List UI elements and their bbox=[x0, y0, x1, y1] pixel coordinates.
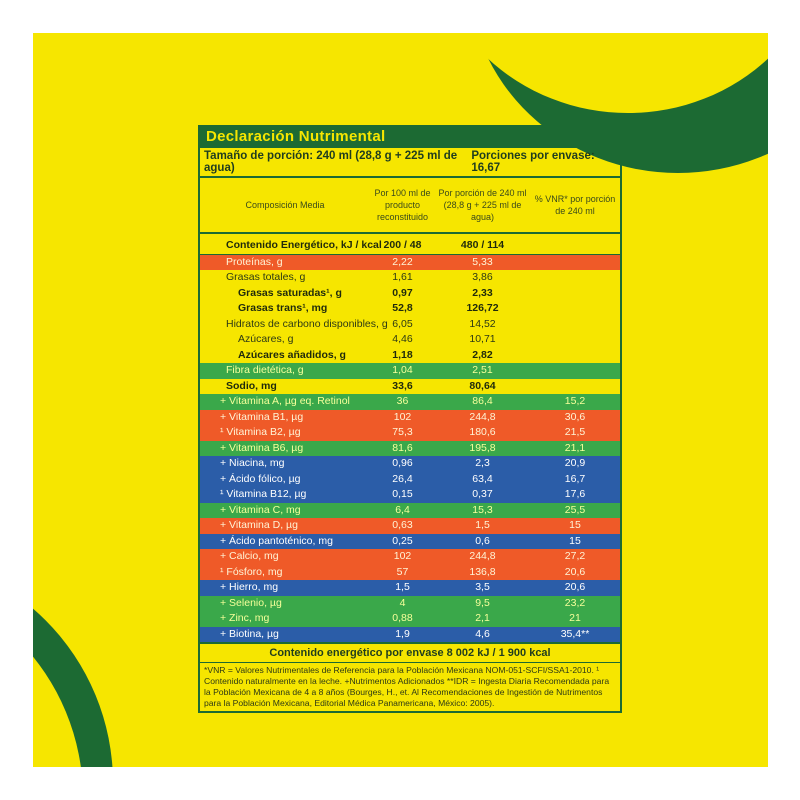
value-vnr bbox=[530, 379, 620, 395]
value-vnr bbox=[530, 270, 620, 286]
value-per-100ml: 102 bbox=[393, 410, 412, 423]
value-per-100ml: 1,18 bbox=[392, 348, 413, 361]
table-row bbox=[200, 348, 620, 364]
nutrition-table bbox=[198, 148, 622, 713]
value-vnr bbox=[530, 301, 620, 317]
value-per-portion: 480 / 114 bbox=[460, 239, 505, 251]
value-per-100ml: 4,46 bbox=[392, 333, 413, 345]
table-row bbox=[200, 286, 620, 302]
value-per-portion: 2,1 bbox=[475, 612, 490, 624]
nutrient-label: + Hierro, mg bbox=[220, 581, 279, 593]
nutrient-label: + Zinc, mg bbox=[220, 612, 270, 624]
serving-info bbox=[200, 148, 620, 178]
value-per-100ml: 1,61 bbox=[392, 271, 413, 283]
nutrient-label: + Calcio, mg bbox=[220, 550, 279, 562]
value-vnr bbox=[530, 317, 620, 333]
table-row bbox=[200, 441, 620, 457]
value-vnr: 21 bbox=[569, 612, 581, 624]
value-vnr: 16,7 bbox=[564, 472, 586, 485]
value-per-100ml: 36 bbox=[396, 395, 409, 407]
value-per-portion: 10,71 bbox=[469, 333, 496, 345]
nutrient-label: ¹ Vitamina B12, µg bbox=[220, 488, 307, 500]
nutrition-panel bbox=[198, 125, 622, 713]
table-row bbox=[200, 549, 620, 565]
nutrient-label: Azúcares añadidos, g bbox=[238, 348, 346, 361]
table-header bbox=[200, 178, 620, 234]
value-per-100ml: 1,04 bbox=[392, 364, 413, 376]
table-row bbox=[200, 363, 620, 379]
value-per-100ml: 200 / 48 bbox=[383, 239, 422, 251]
value-per-100ml: 1,5 bbox=[395, 581, 410, 593]
value-per-100ml: 4 bbox=[399, 596, 406, 609]
table-row bbox=[200, 472, 620, 488]
value-vnr bbox=[530, 238, 620, 254]
value-per-portion: 14,52 bbox=[469, 317, 496, 330]
value-per-100ml: 2,22 bbox=[392, 255, 413, 268]
nutrient-label: Sodio, mg bbox=[226, 379, 277, 392]
value-per-portion: 1,5 bbox=[475, 519, 490, 531]
panel-title: Declaración Nutrimental bbox=[198, 125, 622, 148]
nutrient-label: + Niacina, mg bbox=[220, 457, 285, 469]
value-per-100ml: 0,25 bbox=[392, 534, 413, 547]
value-vnr: 21,1 bbox=[564, 441, 586, 454]
value-per-100ml: 6,05 bbox=[392, 317, 413, 330]
value-per-portion: 9,5 bbox=[475, 596, 490, 609]
value-per-portion: 4,6 bbox=[475, 627, 490, 640]
value-vnr: 23,2 bbox=[564, 596, 586, 609]
table-row bbox=[200, 238, 620, 254]
footnotes: *VNR = Valores Nutrimentales de Referencia para la Población Mexicana NOM-051-SCFI/SSA1-2010. ¹ Contenido naturalmente en la leche. +Nutrimentos Adicionados **IDR = Ingesta Diaria Recomendada para la Población Mexicana de 4 a 8 años (Bourges, H., et. Al Recomendaciones de Ingestión de Nutrimentos para la Población Mexicana, Editorial Médica Panamericana, México: 2005). bbox=[200, 662, 620, 711]
value-per-100ml: 57 bbox=[396, 565, 409, 578]
value-per-100ml: 81,6 bbox=[392, 441, 413, 454]
value-per-portion: 195,8 bbox=[469, 441, 496, 454]
value-per-portion: 15,3 bbox=[472, 503, 493, 516]
value-per-portion: 244,8 bbox=[469, 410, 496, 423]
energy-per-pack: Contenido energético por envase 8 002 kJ / 1 900 kcal bbox=[200, 642, 620, 662]
nutrient-label: + Biotina, µg bbox=[220, 627, 279, 640]
table-row bbox=[200, 456, 620, 472]
table-row bbox=[200, 425, 620, 441]
table-row bbox=[200, 518, 620, 534]
value-vnr: 20,9 bbox=[564, 457, 586, 469]
value-per-100ml: 0,15 bbox=[392, 488, 413, 500]
value-vnr bbox=[530, 286, 620, 302]
value-per-100ml: 6,4 bbox=[395, 503, 410, 516]
nutrient-label: + Ácido fólico, µg bbox=[220, 472, 301, 485]
value-per-100ml: 0,97 bbox=[392, 286, 413, 299]
header-vnr: % VNR* por porción de 240 ml bbox=[534, 194, 616, 216]
nutrient-rows bbox=[200, 238, 620, 642]
nutrient-label: Hidratos de carbono disponibles, g bbox=[226, 317, 388, 330]
value-vnr: 15 bbox=[569, 534, 581, 547]
nutrient-label: + Selenio, µg bbox=[220, 596, 282, 609]
table-row bbox=[200, 487, 620, 503]
table-row bbox=[200, 317, 620, 333]
value-vnr: 20,6 bbox=[564, 565, 586, 578]
value-per-100ml: 52,8 bbox=[392, 302, 413, 314]
value-per-portion: 126,72 bbox=[466, 302, 499, 314]
servings-per-pack: Porciones por envase: 16,67 bbox=[471, 150, 595, 174]
value-per-portion: 3,5 bbox=[475, 581, 490, 593]
header-composition: Composición Media bbox=[245, 200, 325, 210]
value-per-portion: 180,6 bbox=[469, 426, 496, 438]
value-per-100ml: 0,63 bbox=[392, 519, 413, 531]
table-row bbox=[200, 580, 620, 596]
value-per-portion: 63,4 bbox=[472, 472, 493, 485]
nutrient-label: + Vitamina B6, µg bbox=[220, 441, 304, 454]
value-vnr: 15,2 bbox=[564, 395, 586, 407]
value-per-portion: 2,33 bbox=[472, 286, 493, 299]
serving-size: Tamaño de porción: 240 ml (28,8 g + 225 ml de agua) bbox=[204, 150, 458, 174]
nutrient-label: + Vitamina A, µg eq. Retinol bbox=[220, 395, 350, 407]
value-vnr: 15 bbox=[569, 519, 581, 531]
table-row bbox=[200, 596, 620, 612]
value-per-100ml: 26,4 bbox=[392, 472, 413, 485]
nutrient-label: ¹ Vitamina B2, µg bbox=[220, 426, 301, 438]
nutrient-label: + Ácido pantoténico, mg bbox=[220, 534, 333, 547]
nutrient-label: Grasas totales, g bbox=[226, 271, 306, 283]
value-per-portion: 86,4 bbox=[472, 395, 493, 407]
table-row bbox=[200, 270, 620, 286]
value-vnr bbox=[530, 255, 620, 271]
table-row bbox=[200, 394, 620, 410]
value-per-100ml: 1,9 bbox=[395, 627, 410, 640]
table-row bbox=[200, 611, 620, 627]
value-vnr bbox=[530, 348, 620, 364]
table-row bbox=[200, 565, 620, 581]
value-per-portion: 3,86 bbox=[472, 271, 493, 283]
nutrient-label: + Vitamina B1, µg bbox=[220, 410, 304, 423]
value-per-100ml: 0,88 bbox=[392, 612, 413, 624]
table-row bbox=[200, 534, 620, 550]
table-row bbox=[200, 410, 620, 426]
nutrient-label: + Vitamina C, mg bbox=[220, 503, 301, 516]
value-per-portion: 136,8 bbox=[469, 565, 496, 578]
value-per-portion: 80,64 bbox=[469, 379, 496, 392]
value-per-portion: 5,33 bbox=[472, 255, 493, 268]
nutrient-label: + Vitamina D, µg bbox=[220, 519, 298, 531]
value-per-100ml: 0,96 bbox=[392, 457, 413, 469]
value-per-portion: 2,82 bbox=[472, 348, 493, 361]
value-vnr: 27,2 bbox=[564, 550, 586, 562]
nutrient-label: Azúcares, g bbox=[238, 333, 294, 345]
nutrient-label: Grasas trans¹, mg bbox=[238, 302, 328, 314]
nutrient-label: Proteínas, g bbox=[226, 255, 283, 268]
table-row bbox=[200, 627, 620, 643]
nutrient-label: Fibra dietética, g bbox=[226, 364, 304, 376]
value-per-portion: 2,3 bbox=[475, 457, 490, 469]
header-per-portion: Por porción de 240 ml (28,8 g + 225 ml de agua) bbox=[438, 188, 527, 222]
value-vnr: 21,5 bbox=[564, 426, 586, 438]
value-vnr: 17,6 bbox=[564, 488, 586, 500]
table-row bbox=[200, 503, 620, 519]
nutrient-label: Grasas saturadas¹, g bbox=[238, 286, 342, 299]
table-row bbox=[200, 301, 620, 317]
value-vnr: 25,5 bbox=[564, 503, 586, 516]
value-per-100ml: 33,6 bbox=[392, 379, 413, 392]
value-vnr bbox=[530, 332, 620, 348]
value-per-portion: 0,37 bbox=[472, 488, 493, 500]
value-per-portion: 2,51 bbox=[472, 364, 493, 376]
value-vnr: 30,6 bbox=[564, 410, 586, 423]
table-row bbox=[200, 379, 620, 395]
table-row bbox=[200, 254, 620, 271]
value-per-100ml: 102 bbox=[393, 550, 412, 562]
header-per-100ml: Por 100 ml de producto reconstituido bbox=[374, 188, 431, 222]
value-per-portion: 0,6 bbox=[475, 534, 490, 547]
value-vnr: 20,6 bbox=[564, 581, 586, 593]
nutrient-label: Contenido Energético, kJ / kcal bbox=[226, 239, 382, 251]
value-per-100ml: 75,3 bbox=[392, 426, 413, 438]
table-row bbox=[200, 332, 620, 348]
value-vnr: 35,4** bbox=[560, 627, 590, 640]
nutrient-label: ¹ Fósforo, mg bbox=[220, 565, 283, 578]
value-per-portion: 244,8 bbox=[469, 550, 496, 562]
value-vnr bbox=[530, 363, 620, 379]
